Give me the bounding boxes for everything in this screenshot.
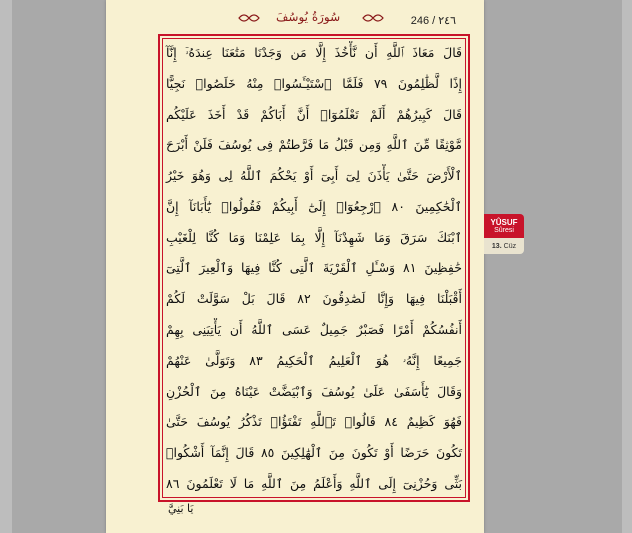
juz-label: Cüz <box>503 242 517 250</box>
page-header <box>106 0 484 32</box>
catchword: يَا بَنِيَّ <box>168 502 194 515</box>
surah-juz-tab[interactable] <box>484 214 524 258</box>
viewer-edge-right <box>622 0 632 533</box>
header-ornament-left-icon <box>238 11 260 25</box>
tab-surah-sub: Sûresi <box>494 226 514 234</box>
page-number: 246 / ٢٤٦ <box>410 15 456 27</box>
verse-line: ٱلْأَرْضَ حَتَّىٰ يَأْذَنَ لِىٓ أَبِىٓ أَوْ يَحْكُمَ ٱللَّهُ لِى وَهُوَ خَيْرُ <box>166 168 462 184</box>
juz-number: 13. <box>491 242 502 250</box>
verse-line: وَقَالَ يَٰٓأَسَفَىٰ عَلَىٰ يُوسُفَ وَٱبْيَضَّتْ عَيْنَاهُ مِنَ ٱلْحُزْنِ <box>166 383 462 399</box>
verse-line: أَقْبَلْنَا فِيهَا وَإِنَّا لَصَٰدِقُونَ ٨٢ قَالَ بَلْ سَوَّلَتْ لَكُمْ <box>166 291 462 307</box>
verse-line: قَالَ كَبِيرُهُمْ أَلَمْ تَعْلَمُوٓا۟ أَنَّ أَبَاكُمْ قَدْ أَخَذَ عَلَيْكُم <box>166 106 462 122</box>
quran-page <box>106 0 484 533</box>
verse-line: فَهُوَ كَظِيمٌ ٨٤ قَالُوا۟ تَٱللَّهِ تَفْتَؤُا۟ تَذْكُرُ يُوسُفَ حَتَّىٰ <box>166 414 463 430</box>
tab-surah-name: YÛSUF <box>490 217 518 227</box>
verse-text-block <box>164 41 464 496</box>
verse-line: حَٰفِظِينَ ٨١ وَسْـَٔلِ ٱلْقَرْيَةَ ٱلَّتِى كُنَّا فِيهَا وَٱلْعِيرَ ٱلَّتِىٓ <box>166 260 462 276</box>
juz-tab <box>484 238 524 254</box>
verse-line: ٱلْحَٰكِمِينَ ٨٠ ٱرْجِعُوٓا۟ إِلَىٰٓ أَبِيكُمْ فَقُولُوا۟ يَٰٓأَبَانَآ إِنَّ <box>166 198 462 214</box>
verse-line: قَالَ مَعَاذَ ٱللَّهِ أَن نَّأْخُذَ إِلَّا مَن وَجَدْنَا مَتَٰعَنَا عِندَهُۥٓ إِنَّآ <box>166 45 462 60</box>
verse-line: مَّوْثِقًا مِّنَ ٱللَّهِ وَمِن قَبْلُ مَا فَرَّطتُمْ فِى يُوسُفَ فَلَنْ أَبْرَحَ <box>166 137 462 153</box>
viewer-edge-left <box>0 0 12 533</box>
surah-tab <box>484 214 524 238</box>
verse-line: ٱبْنَكَ سَرَقَ وَمَا شَهِدْنَآ إِلَّا بِمَا عَلِمْنَا وَمَا كُنَّا لِلْغَيْبِ <box>166 229 462 245</box>
verse-line: بَثِّى وَحُزْنِىٓ إِلَى ٱللَّهِ وَأَعْلَمُ مِنَ ٱللَّهِ مَا لَا تَعْلَمُونَ ٨٦ <box>166 475 462 491</box>
header-ornament-right-icon <box>362 11 384 25</box>
verse-line: أَنفُسُكُمْ أَمْرًا فَصَبْرٌ جَمِيلٌ عَسَى ٱللَّهُ أَن يَأْتِيَنِى بِهِمْ <box>166 322 462 338</box>
verse-line: تَكُونَ حَرَضًا أَوْ تَكُونَ مِنَ ٱلْهَٰلِكِينَ ٨٥ قَالَ إِنَّمَآ أَشْكُوا۟ <box>166 445 462 461</box>
verse-line: جَمِيعًا إِنَّهُۥ هُوَ ٱلْعَلِيمُ ٱلْحَكِيمُ ٨٣ وَتَوَلَّىٰ عَنْهُمْ <box>166 352 462 368</box>
surah-title: سُورَةُ يُوسُفَ <box>276 10 341 24</box>
verse-line: إِذًا لَّظَٰلِمُونَ ٧٩ فَلَمَّا ٱسْتَيْـَٔسُوا۟ مِنْهُ خَلَصُوا۟ نَجِيًّا <box>166 75 462 91</box>
